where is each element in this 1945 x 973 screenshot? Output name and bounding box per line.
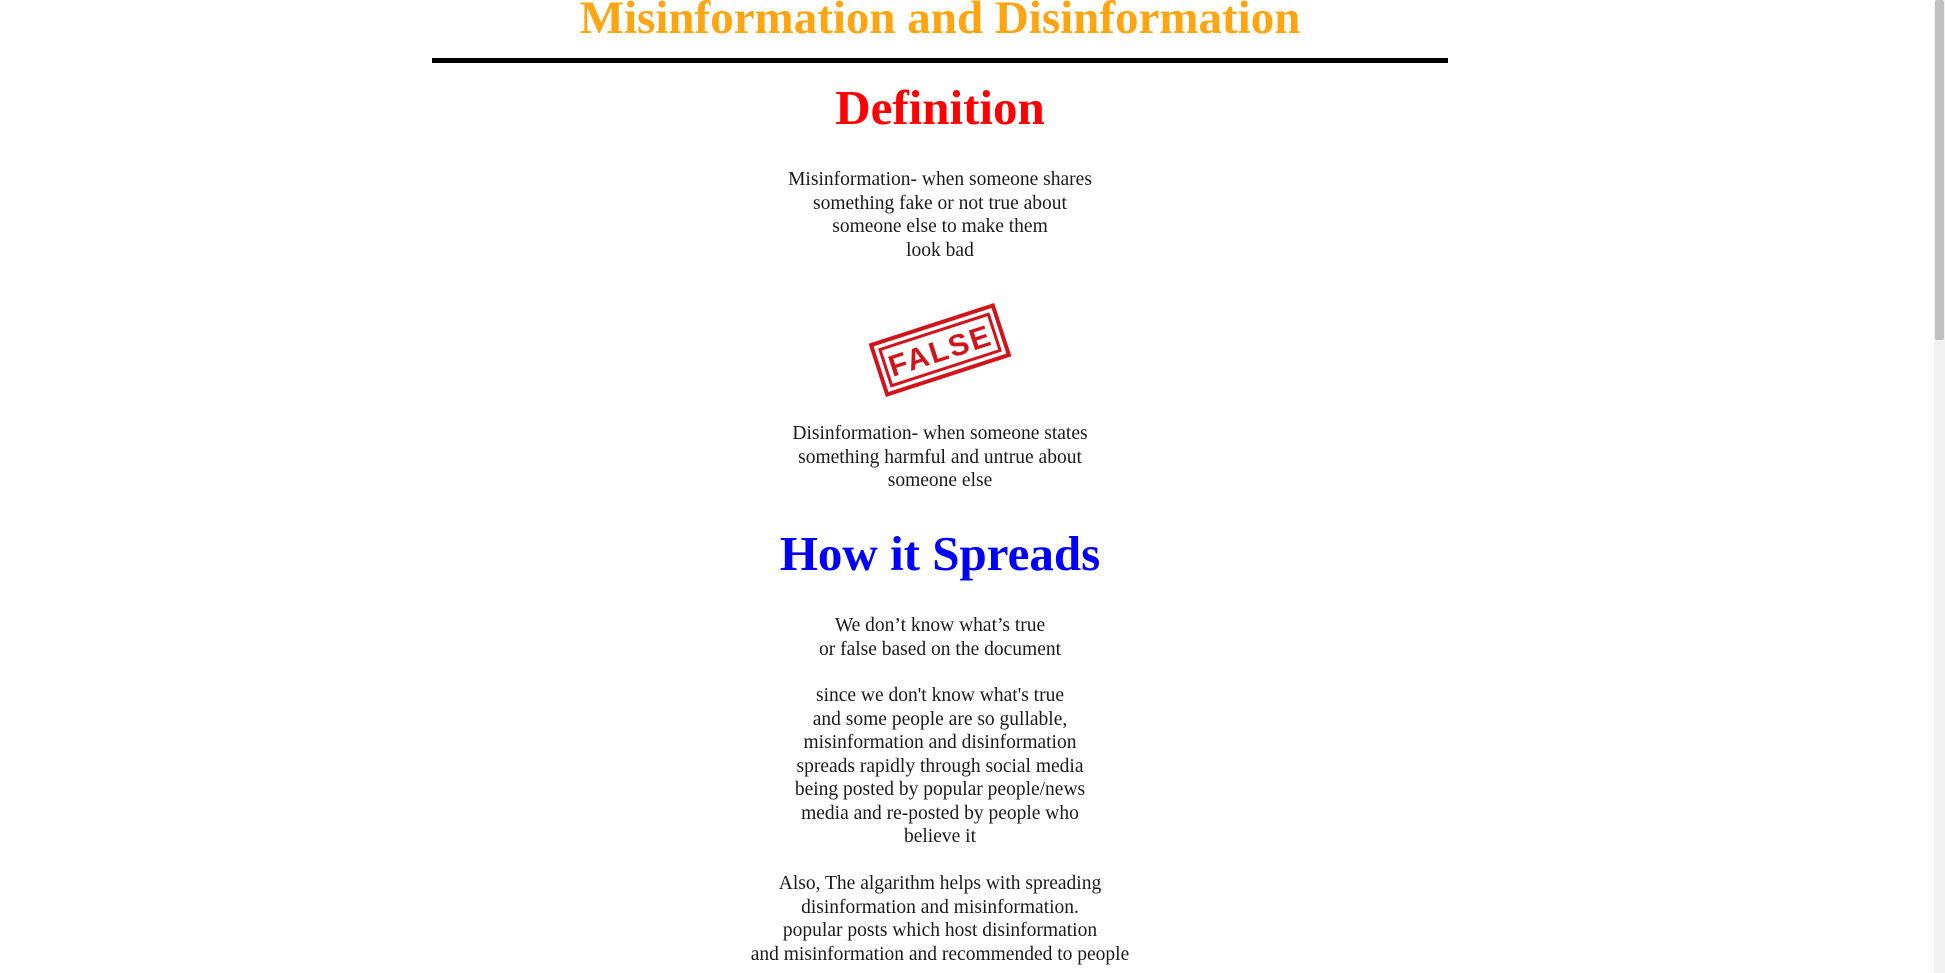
spreads-heading: How it Spreads xyxy=(779,526,1101,581)
false-stamp-image xyxy=(865,296,1015,406)
disinformation-definition: Disinformation- when someone states something harmful and untrue about someone else xyxy=(792,423,1088,491)
scrollbar-thumb[interactable] xyxy=(1935,0,1944,340)
misinformation-definition: Misinformation- when someone shares something fake or not true about someone else to make them look bad xyxy=(788,169,1092,261)
spreads-paragraph-1: We don’t know what’s true or false based on the document xyxy=(818,615,1062,660)
stamp-label: FALSE xyxy=(884,319,997,384)
vertical-scrollbar[interactable] xyxy=(1934,0,1945,973)
spreads-paragraph-3: Also, The algarithm helps with spreading disinformation and misinformation. popular posts which host disinformation and misinformation and recommended to people xyxy=(750,873,1130,965)
title-divider xyxy=(432,58,1448,63)
spreads-paragraph-2: since we don't know what's true and some people are so gullable, misinformation and disinformation spreads rapidly through social media being posted by popular people/news media and re-posted by people who believe it xyxy=(794,685,1086,847)
page-title: Misinformation and Disinformation xyxy=(579,0,1301,44)
false-stamp-icon xyxy=(865,296,1015,406)
definition-heading: Definition xyxy=(835,80,1045,135)
